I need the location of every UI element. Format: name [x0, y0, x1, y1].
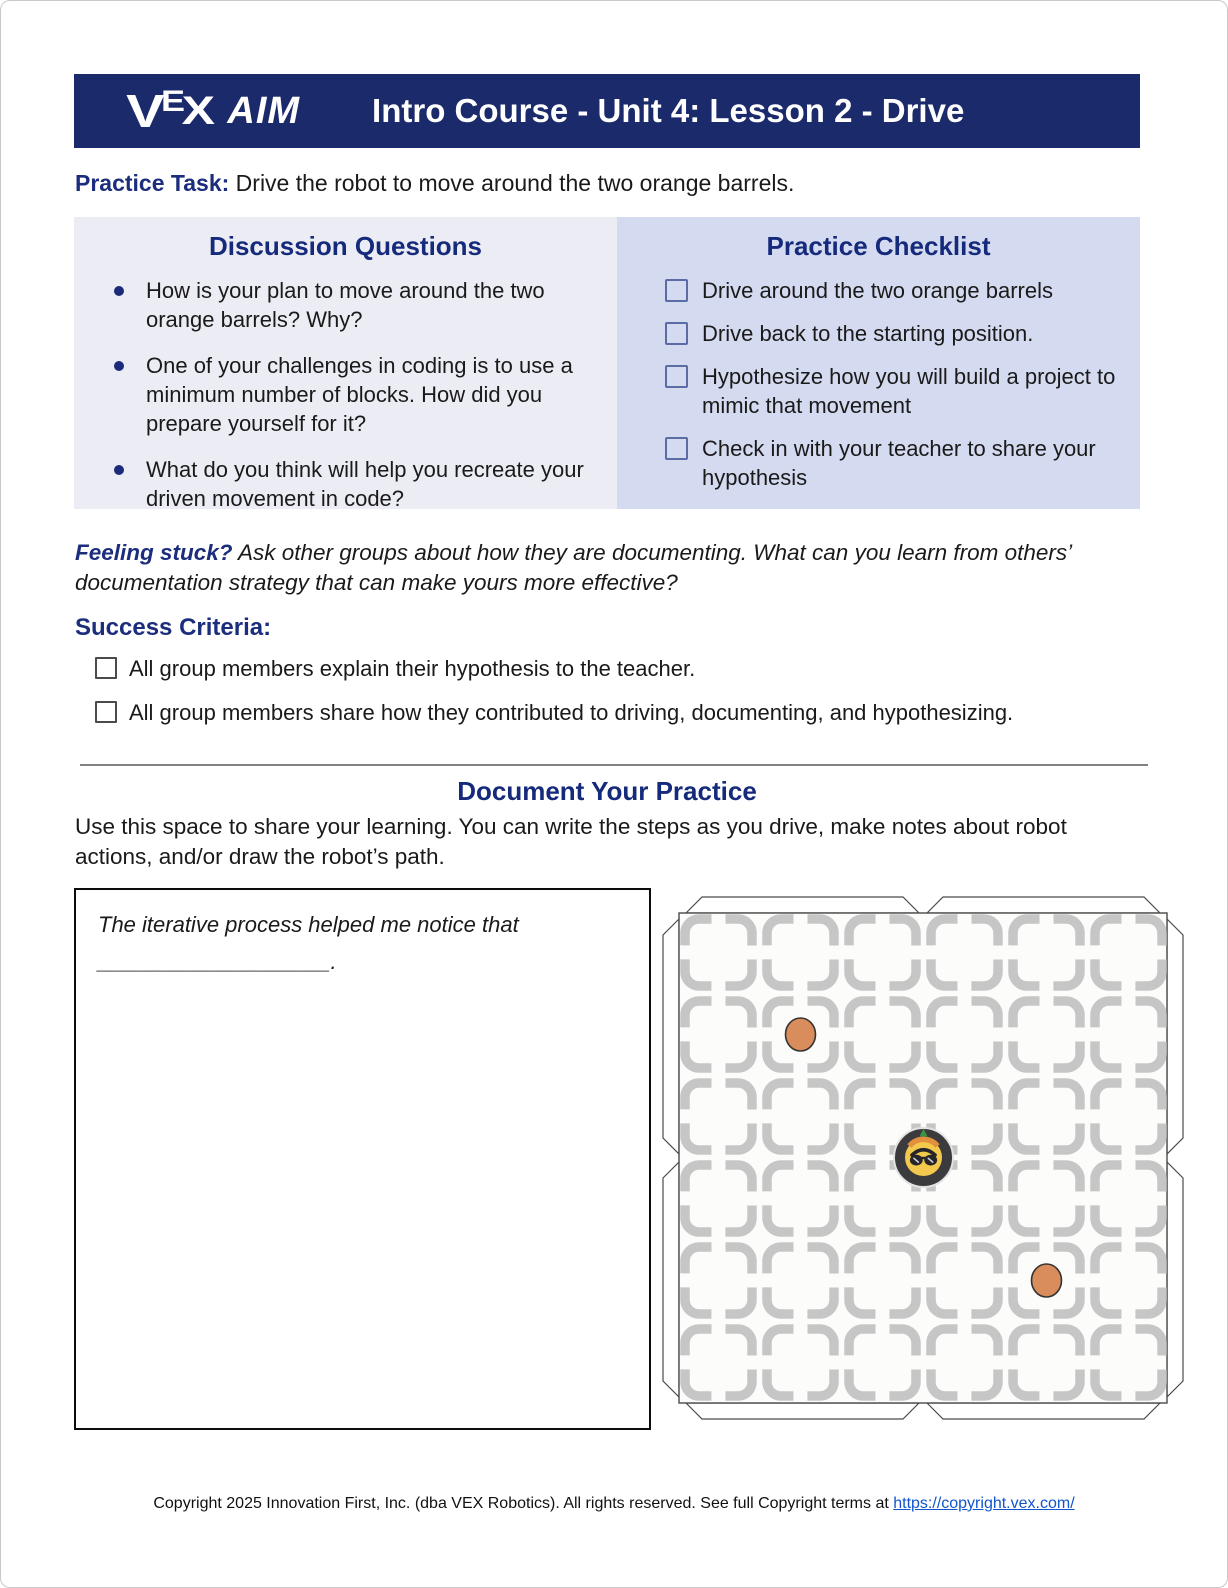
- logo-aim: AIM: [227, 89, 301, 132]
- bullet-icon: [114, 286, 124, 296]
- checkbox-icon: [665, 365, 688, 388]
- logo-letter-v: V: [126, 85, 165, 137]
- field-tab: [927, 897, 1160, 913]
- note-sentence-start: The iterative process helped me notice that: [98, 912, 519, 937]
- field-tab: [927, 1403, 1160, 1419]
- list-item: [92, 276, 599, 334]
- practice-checklist-list: [635, 276, 1122, 492]
- logo-letter-e: E: [160, 85, 185, 118]
- discussion-questions-title: Discussion Questions: [208, 231, 483, 261]
- list-item: [74, 699, 1164, 728]
- checkbox-icon: [95, 657, 117, 679]
- feeling-stuck-label: Feeling stuck?: [75, 540, 233, 565]
- document-practice-title: Document Your Practice: [457, 776, 757, 806]
- orange-barrel: [786, 1018, 816, 1051]
- list-item: [635, 276, 1122, 305]
- checklist-item-text: Hypothesize how you will build a project to mimic that movement: [702, 364, 1116, 419]
- feeling-stuck-text: Ask other groups about how they are documenting. What can you learn from others’ documentation strategy that can make yours more effective?: [75, 540, 1071, 596]
- document-practice-instructions: Use this space to share your learning. You can write the steps as you drive, make notes about robot actions, and/or draw the robot’s path.: [75, 814, 1067, 869]
- practice-checklist-panel: [617, 217, 1140, 509]
- discussion-questions-list: [92, 276, 599, 513]
- aim-field-graphic: [650, 878, 1195, 1438]
- checklist-item-text: Drive back to the starting position.: [702, 321, 1034, 347]
- lesson-title: Intro Course - Unit 4: Lesson 2 - Drive: [372, 92, 965, 129]
- discussion-item-text: What do you think will help you recreate your driven movement in code?: [146, 457, 584, 512]
- list-item: [635, 319, 1122, 348]
- aim-robot: [894, 1128, 953, 1187]
- discussion-item-text: One of your challenges in coding is to use a minimum number of blocks. How did you prepare yourself for it?: [146, 353, 573, 437]
- orange-barrel: [1032, 1264, 1062, 1297]
- checkbox-icon: [665, 437, 688, 460]
- bullet-icon: [114, 465, 124, 475]
- logo-letter-x: X: [181, 88, 215, 133]
- list-item: [635, 362, 1122, 420]
- documentation-area: [74, 888, 651, 1430]
- copyright-link[interactable]: https://copyright.vex.com/: [893, 1495, 1075, 1512]
- success-criteria-title: Success Criteria:: [75, 614, 272, 641]
- checklist-item-text: Drive around the two orange barrels: [702, 278, 1053, 303]
- field-tab: [686, 897, 919, 913]
- checkbox-icon: [665, 279, 688, 302]
- vex-aim-logo: [126, 84, 301, 138]
- practice-task-text: Drive the robot to move around the two orange barrels.: [229, 170, 795, 196]
- two-column-section: [74, 217, 1140, 512]
- list-item: [74, 655, 1164, 684]
- checkbox-icon: [665, 322, 688, 345]
- list-item: [92, 455, 599, 513]
- note-blank-line: ___________________.: [98, 948, 337, 974]
- checklist-item-text: Check in with your teacher to share your hypothesis: [702, 436, 1096, 491]
- section-divider: [80, 764, 1148, 766]
- practice-task-line: [75, 170, 1160, 197]
- field-tab: [1167, 919, 1183, 1154]
- field-tab: [686, 1403, 919, 1419]
- bullet-icon: [114, 361, 124, 371]
- checkbox-icon: [95, 701, 117, 723]
- list-item: [635, 434, 1122, 492]
- discussion-questions-panel: [74, 217, 617, 512]
- header-bar: [74, 74, 1140, 148]
- field-tab: [663, 919, 679, 1154]
- discussion-item-text: How is your plan to move around the two orange barrels? Why?: [146, 278, 545, 333]
- field-tab: [1167, 1162, 1183, 1397]
- success-criteria-list: [74, 655, 1164, 742]
- success-criteria-text: All group members explain their hypothesis to the teacher.: [129, 656, 696, 681]
- success-criteria-text: All group members share how they contributed to driving, documenting, and hypothesizing.: [129, 699, 1014, 725]
- practice-checklist-title: Practice Checklist: [766, 231, 991, 261]
- feeling-stuck-note: [75, 538, 1165, 599]
- copyright-text: Copyright 2025 Innovation First, Inc. (dba VEX Robotics). All rights reserved. See full Copyright terms at: [153, 1495, 894, 1512]
- field-tab: [663, 1162, 679, 1397]
- copyright-footer: [0, 1495, 1228, 1513]
- practice-task-label: Practice Task:: [75, 170, 230, 196]
- list-item: [92, 351, 599, 438]
